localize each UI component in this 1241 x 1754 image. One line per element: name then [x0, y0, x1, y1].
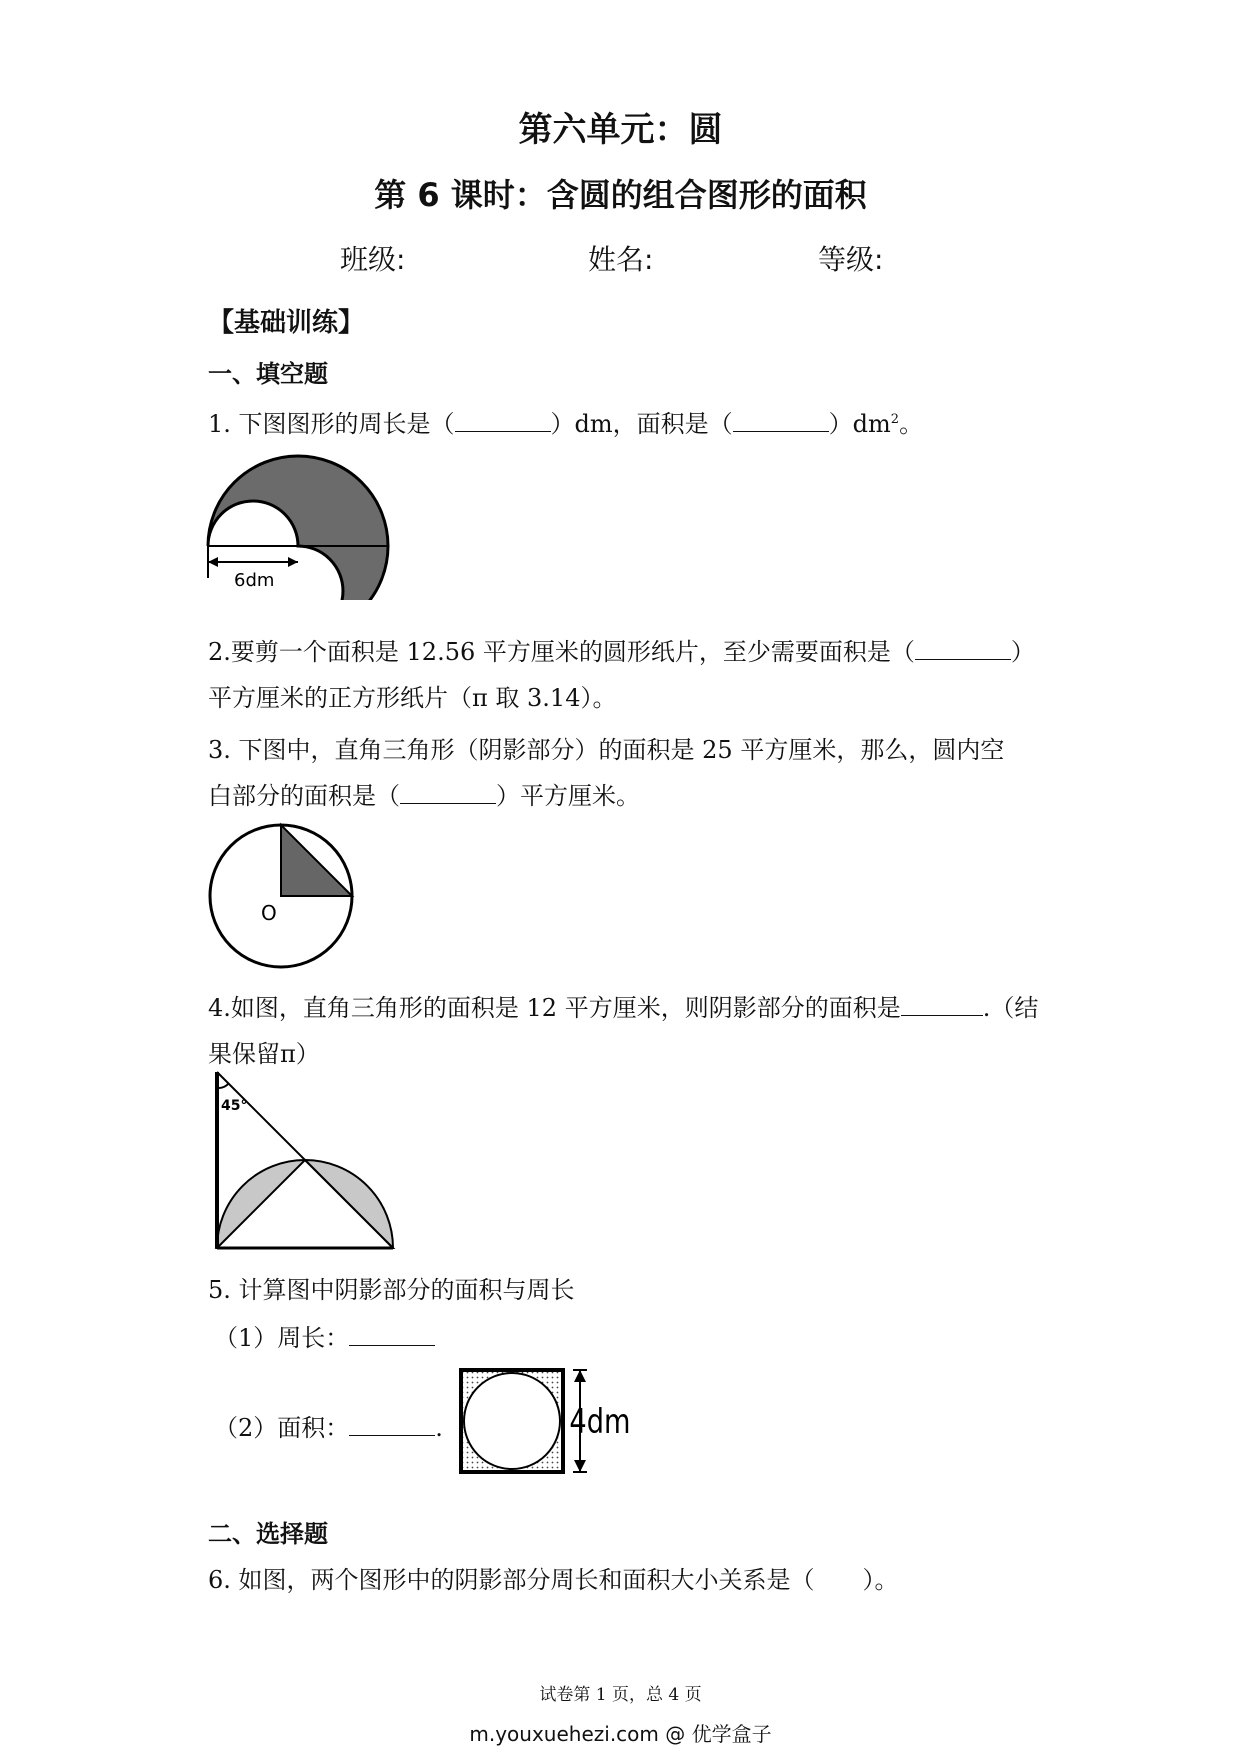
q4-text-b: .（结 [982, 994, 1039, 1022]
q3-blank[interactable] [400, 781, 496, 804]
question-3-line-1: 3. 下图中，直角三角形（阴影部分）的面积是 25 平方厘米，那么，圆内空 [208, 736, 1005, 764]
question-3-line-2 [208, 776, 640, 811]
part1-title: 一、填空题 [208, 360, 328, 388]
q3-text-b: ）平方厘米。 [496, 782, 640, 810]
q5-inner-circle [464, 1373, 560, 1469]
q3-figure [205, 820, 365, 980]
q5-sub-2 [214, 1408, 443, 1443]
q1-superscript: 2 [890, 412, 900, 427]
q1-text-d: 。 [899, 410, 924, 438]
q2-text-b: ） [1010, 638, 1035, 666]
part2-title: 二、选择题 [208, 1520, 328, 1548]
question-2-line-2: 平方厘米的正方形纸片（π 取 3.14）。 [208, 684, 617, 712]
page-footer: 试卷第 1 页，总 4 页 [539, 1685, 702, 1705]
q4-text-a: 4.如图，直角三角形的面积是 12 平方厘米，则阴影部分的面积是 [208, 994, 901, 1022]
q5-sub1-label: （1）周长： [214, 1324, 350, 1352]
section-basic: 【基础训练】 [208, 308, 365, 338]
q5-perimeter-blank[interactable] [349, 1323, 435, 1346]
question-4-line-2: 果保留π） [208, 1040, 320, 1068]
name-label: 姓名: [588, 243, 654, 276]
q5-sub2-end: . [435, 1414, 443, 1442]
q3-center-label: O [261, 901, 277, 925]
question-6: 6. 如图，两个图形中的阴影部分周长和面积大小关系是（ ）。 [208, 1566, 899, 1594]
q1-text-b: ）dm，面积是（ [550, 410, 733, 438]
q5-area-blank[interactable] [349, 1413, 435, 1436]
q1-figure [200, 450, 400, 600]
q5-figure [455, 1365, 630, 1485]
q1-text-c: ）dm [828, 410, 891, 438]
question-1 [208, 404, 923, 439]
q5-dimension-label: 4dm [569, 1402, 630, 1442]
lesson-title: 第 6 课时：含圆的组合图形的面积 [374, 176, 867, 214]
q5-sub-1 [214, 1318, 435, 1353]
class-label: 班级: [340, 243, 406, 276]
question-4-line-1 [208, 988, 1038, 1023]
unit-title: 第六单元：圆 [518, 110, 723, 150]
grade-label: 等级: [818, 243, 884, 276]
q2-text-a: 2.要剪一个面积是 12.56 平方厘米的圆形纸片，至少需要面积是（ [208, 638, 915, 666]
question-2-line-1 [208, 632, 1035, 667]
q4-angle-label: 45° [221, 1098, 248, 1114]
q1-text-a: 1. 下图图形的周长是（ [208, 410, 455, 438]
question-5: 5. 计算图中阴影部分的面积与周长 [208, 1276, 575, 1304]
q4-blank[interactable] [901, 993, 983, 1016]
q1-blank-perimeter[interactable] [455, 409, 551, 432]
q5-sub2-label: （2）面积： [214, 1414, 350, 1442]
q4-figure [205, 1068, 405, 1258]
q3-text-a: 白部分的面积是（ [208, 782, 400, 810]
q2-blank[interactable] [915, 637, 1011, 660]
q1-blank-area[interactable] [733, 409, 829, 432]
watermark: m.youxuehezi.com @ 优学盒子 [469, 1722, 772, 1746]
q1-dimension-label: 6dm [234, 570, 275, 591]
